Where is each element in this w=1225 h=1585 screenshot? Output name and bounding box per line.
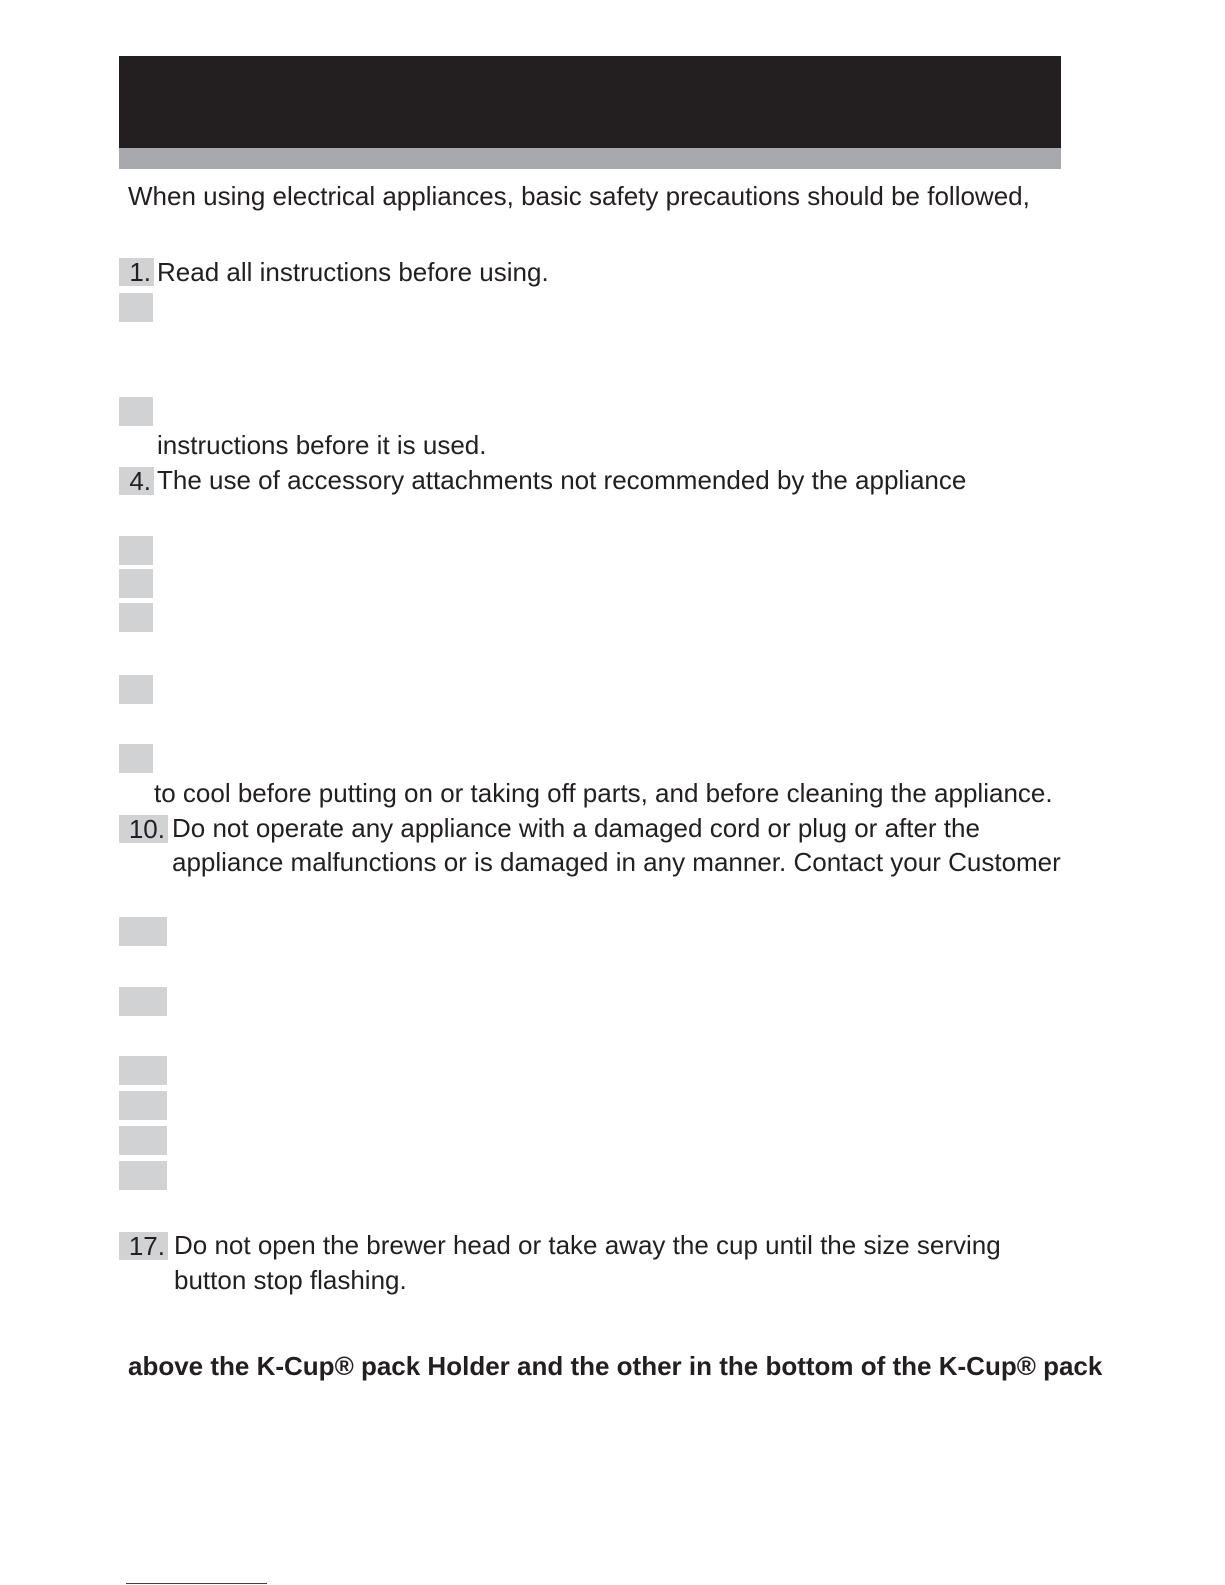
item-number-box-9 — [119, 744, 153, 773]
footer-rule — [126, 1583, 267, 1584]
item-number-box-2 — [119, 293, 153, 322]
item-number-box-16 — [119, 1161, 167, 1190]
item-number-box-3 — [119, 397, 153, 426]
item-text-9-continued: to cool before putting on or taking off parts, and before cleaning the appliance. — [154, 778, 1053, 808]
item-number-box-11 — [119, 917, 167, 946]
item-number-box-14 — [119, 1091, 167, 1120]
item-number-10: 10. — [119, 815, 168, 843]
item-text-10-continued: appliance malfunctions or is damaged in any manner. Contact your Customer — [172, 847, 1061, 877]
item-number-4: 4. — [119, 467, 154, 495]
intro-text: When using electrical appliances, basic safety precautions should be followed, — [128, 181, 1030, 211]
item-text-10: Do not operate any appliance with a damaged cord or plug or after the — [172, 813, 980, 843]
item-text-17: Do not open the brewer head or take away the cup until the size serving — [174, 1230, 1001, 1260]
item-number-box-7 — [119, 603, 153, 632]
item-text-3-continued: instructions before it is used. — [157, 430, 487, 460]
item-number-1: 1. — [119, 258, 154, 286]
header-stripe — [119, 148, 1061, 169]
item-text-17-continued: button stop flashing. — [174, 1265, 407, 1295]
item-number-17: 17. — [119, 1232, 168, 1260]
item-text-1: Read all instructions before using. — [157, 257, 549, 287]
item-number-box-6 — [119, 569, 153, 598]
item-number-box-8 — [119, 675, 153, 704]
item-number-box-15 — [119, 1126, 167, 1155]
item-number-box-12 — [119, 987, 167, 1016]
item-number-box-5 — [119, 536, 153, 565]
item-number-box-13 — [119, 1056, 167, 1085]
header-bar — [119, 56, 1061, 148]
bold-note: above the K-Cup® pack Holder and the other in the bottom of the K-Cup® pack — [128, 1351, 1103, 1381]
item-text-4: The use of accessory attachments not recommended by the appliance — [157, 465, 967, 495]
